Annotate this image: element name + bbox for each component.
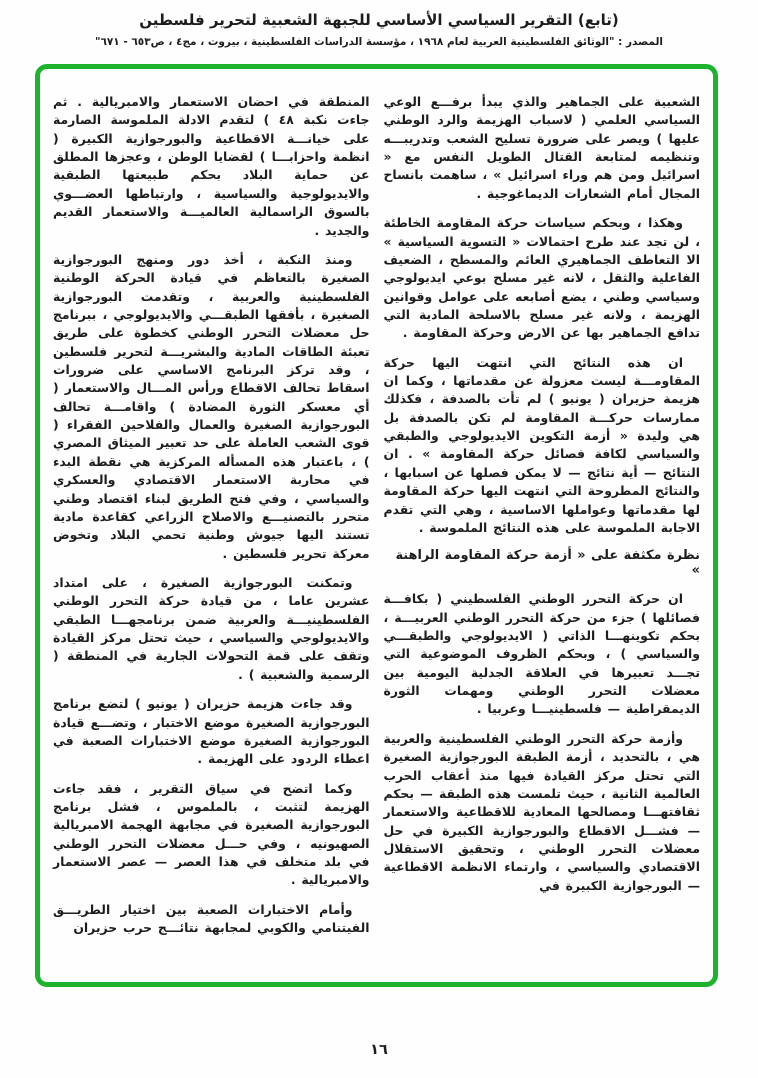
column-right bbox=[384, 93, 701, 972]
paragraph: وتمكنت البورجوازية الصغيرة ، على امتداد عشرين عاما ، من قيادة حركة التحرر الوطني الفلسطينيـــة والعربية ضمن برنامجهـــا الطبقي والايديولوجي والسياسي ، حيث تحتل مركز القيادة وتقف على قمة التحولات الجارية في المنطقة ( الرسمية والشعبية ) . bbox=[53, 574, 370, 682]
content-frame bbox=[35, 64, 718, 987]
source-citation: المصدر : "الوثائق الفلسطينية العربية لعام ١٩٦٨ ، مؤسسة الدراسات الفلسطينية ، بيروت ، مج٤ ، ص٦٥٣ - ٦٧١" bbox=[95, 36, 663, 48]
paragraph: ان حركة التحرر الوطني الفلسطيني ( بكافـــة فصائلها ) جزء من حركة التحرر الوطني العربيـــة ، بحكم تكوينهـــا الذاتي ( الايديولوجي والطبقـــي والسياسي ) ، وبحكم الظروف الموضوعية التي تجـــد تعبيرها في العلاقة الجدلية اليومية بين معضلات التحرر الوطني ومهمات الثورة الديمقراطية — فلسطينيـــا وعربيا . bbox=[383, 591, 700, 717]
page-title: (تابع) التقرير السياسي الأساسي للجبهة الشعبية لتحرير فلسطين bbox=[139, 11, 619, 29]
page-number: ١٦ bbox=[370, 1042, 388, 1058]
paragraph: وهكذا ، وبحكم سياسات حركة المقاومة الخاطئة ، لن تجد عند طرح احتمالات « التسوية السياسية » الا التعاطف الجماهيري العائم والمسطح ، الضعيف الفاعلية والثقل ، لانه غير مسلح بوعي ايديولوجي وسياسي وطني ، يضع أصابعه على عوامل وقوانين الهزيمة ، ولانه غير مسلح بالاسلحة المادية التي تدافع الجماهير بها عن الارض وحركة المقاومة . bbox=[383, 215, 700, 341]
paragraph: ان هذه النتائج التي انتهت اليها حركة المقاومـــة ليست معزولة عن مقدماتها ، وكما ان هزيمة حزيران ( يونيو ) لم تأت بالصدفة ، فكذلك ممارسات حركـــة المقاومة لم تكن بالصدفة بل هي وليدة « أزمة التكوين الايديولوجي والطبقي والسياسي لكافة فصائل حركة المقاومة » . ان النتائج — أية نتائج — لا يمكن فصلها عن اسبابها ، والنتائج المطروحة التي انتهت اليها حركة المقاومة لها مقدماتها وعواملها الاساسية ، وهي التي تقدم الاجابة الملموسة على هذه النتائج الملموسة . bbox=[383, 354, 700, 535]
paragraph: الشعبية على الجماهير والذي يبدأ برفـــع الوعي السياسي العلمي ( لاسباب الهزيمة والرد الوطني عليها ) ويصر على ضرورة تسليح الشعب وتدريبـــه وتنظيمه لمتابعة القتال الطويل النفس مع « اسرائيل ومن هم وراء اسرائيل » ، ساهمت بانساح المجال أمام الشعارات الديماغوجية . bbox=[383, 94, 700, 201]
two-column-text bbox=[40, 69, 713, 982]
section-heading: نظرة مكثفة على « أزمة حركة المقاومة الراهنة » bbox=[395, 548, 700, 579]
page-footer bbox=[0, 1039, 758, 1058]
paragraph: وكما اتضح في سياق التقرير ، فقد جاءت الهزيمة لتثبت ، بالملموس ، فشل برنامج البورجوازية الصغيرة في مجابهة الهجمة الامبريالية الصهيونيه ، وفي حـــل معضلات التحرر الوطني في بلد متخلف في هذا العصر — عصر الاستعمار والامبريالية . bbox=[53, 780, 370, 888]
paragraph: المنطقة في احضان الاستعمار والامبريالية . ثم جاءت نكبة ٤٨ ) لتقدم الادلة الملموسة الصارمة على خيانـــة الاقطاعية والبورجوازية الكبيرة ( انظمة واحزابـــا ) لقضايا الوطن ، وعجزها المطلق عن حماية البلاد بحكم طبيعتها الطبقية والايديولوجية والسياسية ، وارتباطها العضـــوي بالسوق الراسمالية العالميـــة والاستعمار القديم والجديد . bbox=[53, 94, 370, 238]
paragraph: وأزمة حركة التحرر الوطني الفلسطينية والعربية هي ، بالتحديد ، أزمة الطبقة البورجوازية الصغيرة التي تحتل مركز القيادة فيها منذ أعقاب الحرب العالمية الثانية ، حيث تلمست هذه الطبقة — بحكم ثقافتهـــا ومصالحها المعادية للاقطاعية والاستعمار — فشـــل الاقطاع والبورجوازية الكبيرة في حل معضلات التحرر الوطني ، وتحقيق الاستقلال الاقتصادي والسياسي ، وارتماء الانظمة الاقطاعية — البورجوازية الكبيرة في bbox=[383, 730, 700, 893]
paragraph: ومنذ النكبة ، أخذ دور ومنهج البورجوازية الصغيرة بالتعاظم في قيادة الحركة الوطنية الفلسطينية والعربية ، وتقدمت البورجوازية الصغيرة ، بأفقها الطبقـــي والايديولوجي ، ببرنامج حل معضلات التحرر الوطني كخطوة على طريق تعبئة الطاقات المادية والبشريـــة لتحرير فلسطين ، وقد تركز البرنامج الاساسي على ضرورات اسقاط تحالف الاقطاع ورأس المـــال والاستعمار ( أي معسكر الثورة المضادة ) واقامـــة تحالف البورجوازية الصغيرة والعمال والفلاحين الفقراء ( قوى الشعب العاملة على حد تعبير الميثاق المصري ) ، باعتبار هذه المسأله المركزية هي نقطة البدء في محاربة الاستعمار الاقتصادي والعسكري والسياسي ، وفي فتح الطريق لبناء اقتصاد وطني متحرر بالتصنيـــع والاصلاح الزراعي كقاعدة مادية تستند اليها جيوش وطنية تحمي البلاد وتخوض معركة تحرير فلسطين . bbox=[53, 251, 370, 561]
paragraph: وأمام الاختبارات الصعبة بين اختيار الطريـــق الفيتنامي والكوبي لمجابهة نتائـــج حرب حزيران bbox=[53, 901, 370, 936]
column-left bbox=[53, 93, 370, 972]
document-header bbox=[0, 0, 758, 48]
paragraph: وقد جاءت هزيمة حزيران ( يونيو ) لتضع برنامج البورجوازية الصغيرة موضع الاختبار ، وتضـــع قيادة البورجوازية الصغيرة موضع الاختبارات الصعبة في اعطاء الردود على الهزيمة . bbox=[53, 696, 370, 767]
